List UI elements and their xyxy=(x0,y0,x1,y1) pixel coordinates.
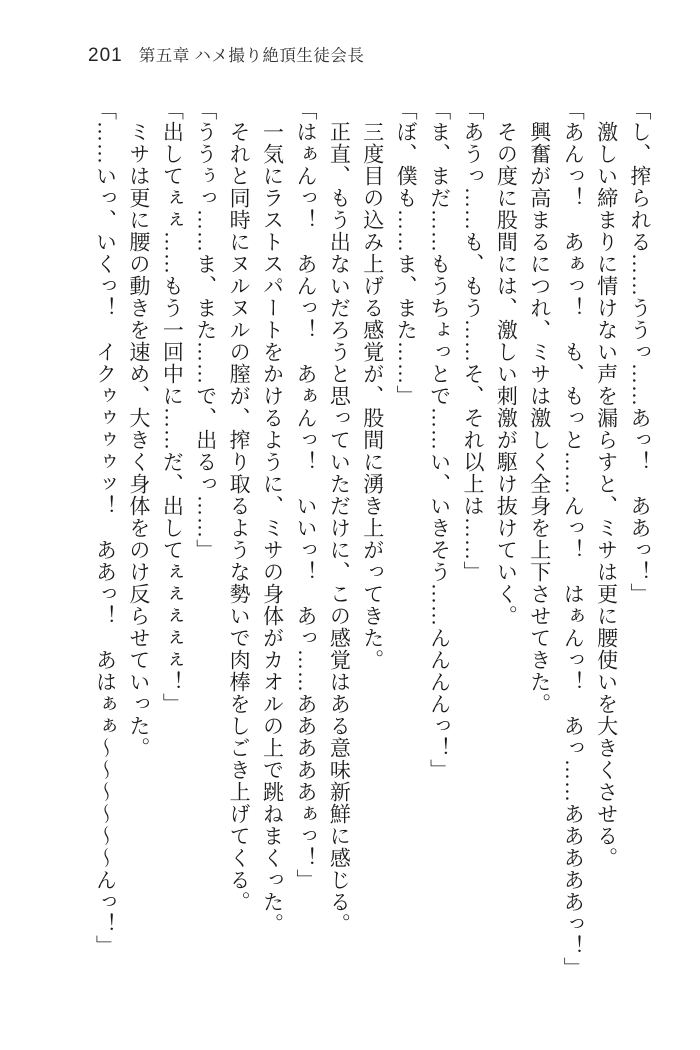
paragraph: ミサは更に腰の動きを速め、大きく身体をのけ反らせていった。 xyxy=(126,121,151,759)
paragraph: それと同時にヌルヌルの膣が、搾り取るような勢いで肉棒をしごき上げてくる。 xyxy=(227,121,252,913)
paragraph: 「はぁんっ！ あんっ！ あぁんっ！ いいっ！ あっ……あああああぁっ！」 xyxy=(293,99,318,891)
paragraph: 激しい締まりに情けない声を漏らすと、ミサは更に腰使いを大きくさせる。 xyxy=(594,121,619,869)
page-number: 201 xyxy=(88,45,123,66)
page-header xyxy=(88,42,364,67)
paragraph: 一気にラストスパートをかけるように、ミサの身体がカオルの上で跳ねまくった。 xyxy=(260,121,285,935)
paragraph: 「……いっ、いくっ！ イクゥゥゥゥッ！ ああっ！ あはぁぁ～～～～～～んっ！」 xyxy=(93,99,118,957)
paragraph: 「し、搾られる……ううっ……あっ！ ああっ！」 xyxy=(628,99,652,605)
paragraph: 「ま、まだ……もうちょっとで……い、いきそう……んんんんっ！」 xyxy=(427,99,452,781)
paragraph: 「ううぅっ……ま、また……で、出るっ……」 xyxy=(193,99,218,561)
paragraph: 「あんっ！ あぁっ！ も、もっと……んっ！ はぁんっ！ あっ……あああああっ！」 xyxy=(561,99,586,979)
text-columns xyxy=(88,99,656,1023)
paragraph: 興奮が高まるにつれ、ミサは激しく全身を上下させてきた。 xyxy=(527,121,552,715)
paragraph: 正直、もう出ないだろうと思っていただけに、この感覚はある意味新鮮に感じる。 xyxy=(327,121,352,935)
paragraph: 「ぼ、僕も……ま、また……」 xyxy=(394,99,419,407)
paragraph: 「出してぇぇ……もう一回中に……だ、出してぇぇぇぇぇ！」 xyxy=(160,99,185,715)
paragraph: 三度目の込み上げる感覚が、股間に湧き上がってきた。 xyxy=(360,121,385,671)
paragraph: 「あうっ……も、もう……そ、それ以上は……」 xyxy=(460,99,485,583)
paragraph: その度に股間には、激しい刺激が駆け抜けていく。 xyxy=(494,121,519,627)
chapter-title: 第五章 ハメ撮り絶頂生徒会長 xyxy=(138,46,365,65)
